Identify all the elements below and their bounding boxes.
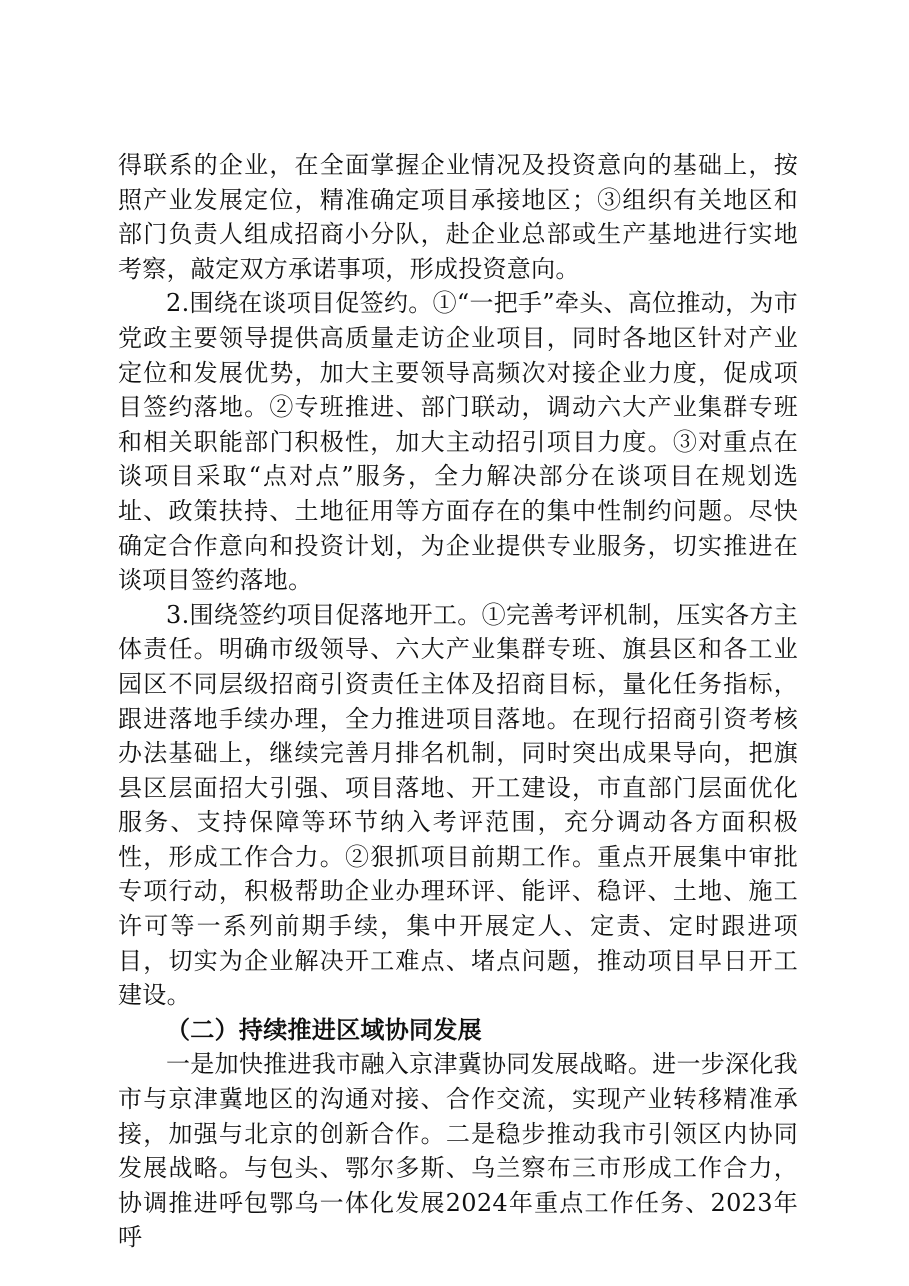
paragraph-continuation: 得联系的企业，在全面掌握企业情况及投资意向的基础上，按照产业发展定位，精准确定项目承接地区；③组织有关地区和部门负责人组成招商小分队，赴企业总部或生产基地进行实地考察，敲定双方承诺事项，形成投资意向。 [118, 151, 798, 283]
paragraph-item-3: 3.围绕签约项目促落地开工。①完善考评机制，压实各方主体责任。明确市级领导、六大产业集群专班、旗县区和各工业园区不同层级招商引资责任主体及招商目标，量化任务指标，跟进落地手续办理，全力推进项目落地。在现行招商引资考核办法基础上，继续完善月排名机制，同时突出成果导向，把旗县区层面招大引强、项目落地、开工建设，市直部门层面优化服务、支持保障等环节纳入考评范围，充分调动各方面积极性，形成工作合力。②狠抓项目前期工作。重点开展集中审批专项行动，积极帮助企业办理环评、能评、稳评、土地、施工许可等一系列前期手续，集中开展定人、定责、定时跟进项目，切实为企业解决开工难点、堵点问题，推动项目早日开工建设。 [118, 600, 798, 1010]
document-body [118, 148, 798, 1255]
paragraph-regional-coordination: 一是加快推进我市融入京津冀协同发展战略。进一步深化我市与京津冀地区的沟通对接、合作交流，实现产业转移精准承接，加强与北京的创新合作。二是稳步推动我市引领区内协同发展战略。与包头、鄂尔多斯、乌兰察布三市形成工作合力，协调推进呼包鄂乌一体化发展2024年重点工作任务、2023年呼 [118, 1050, 798, 1252]
section-heading: （二）持续推进区域协同发展 [166, 1014, 482, 1044]
paragraph-item-2: 2.围绕在谈项目促签约。①“一把手”牵头、高位推动，为市党政主要领导提供高质量走访企业项目，同时各地区针对产业定位和发展优势，加大主要领导高频次对接企业力度，促成项目签约落地。②专班推进、部门联动，调动六大产业集群专班和相关职能部门积极性，加大主动招引项目力度。③对重点在谈项目采取“点对点”服务，全力解决部分在谈项目在规划选址、政策扶持、土地征用等方面存在的集中性制约问题。尽快确定合作意向和投资计划，为企业提供专业服务，切实推进在谈项目签约落地。 [118, 289, 798, 595]
